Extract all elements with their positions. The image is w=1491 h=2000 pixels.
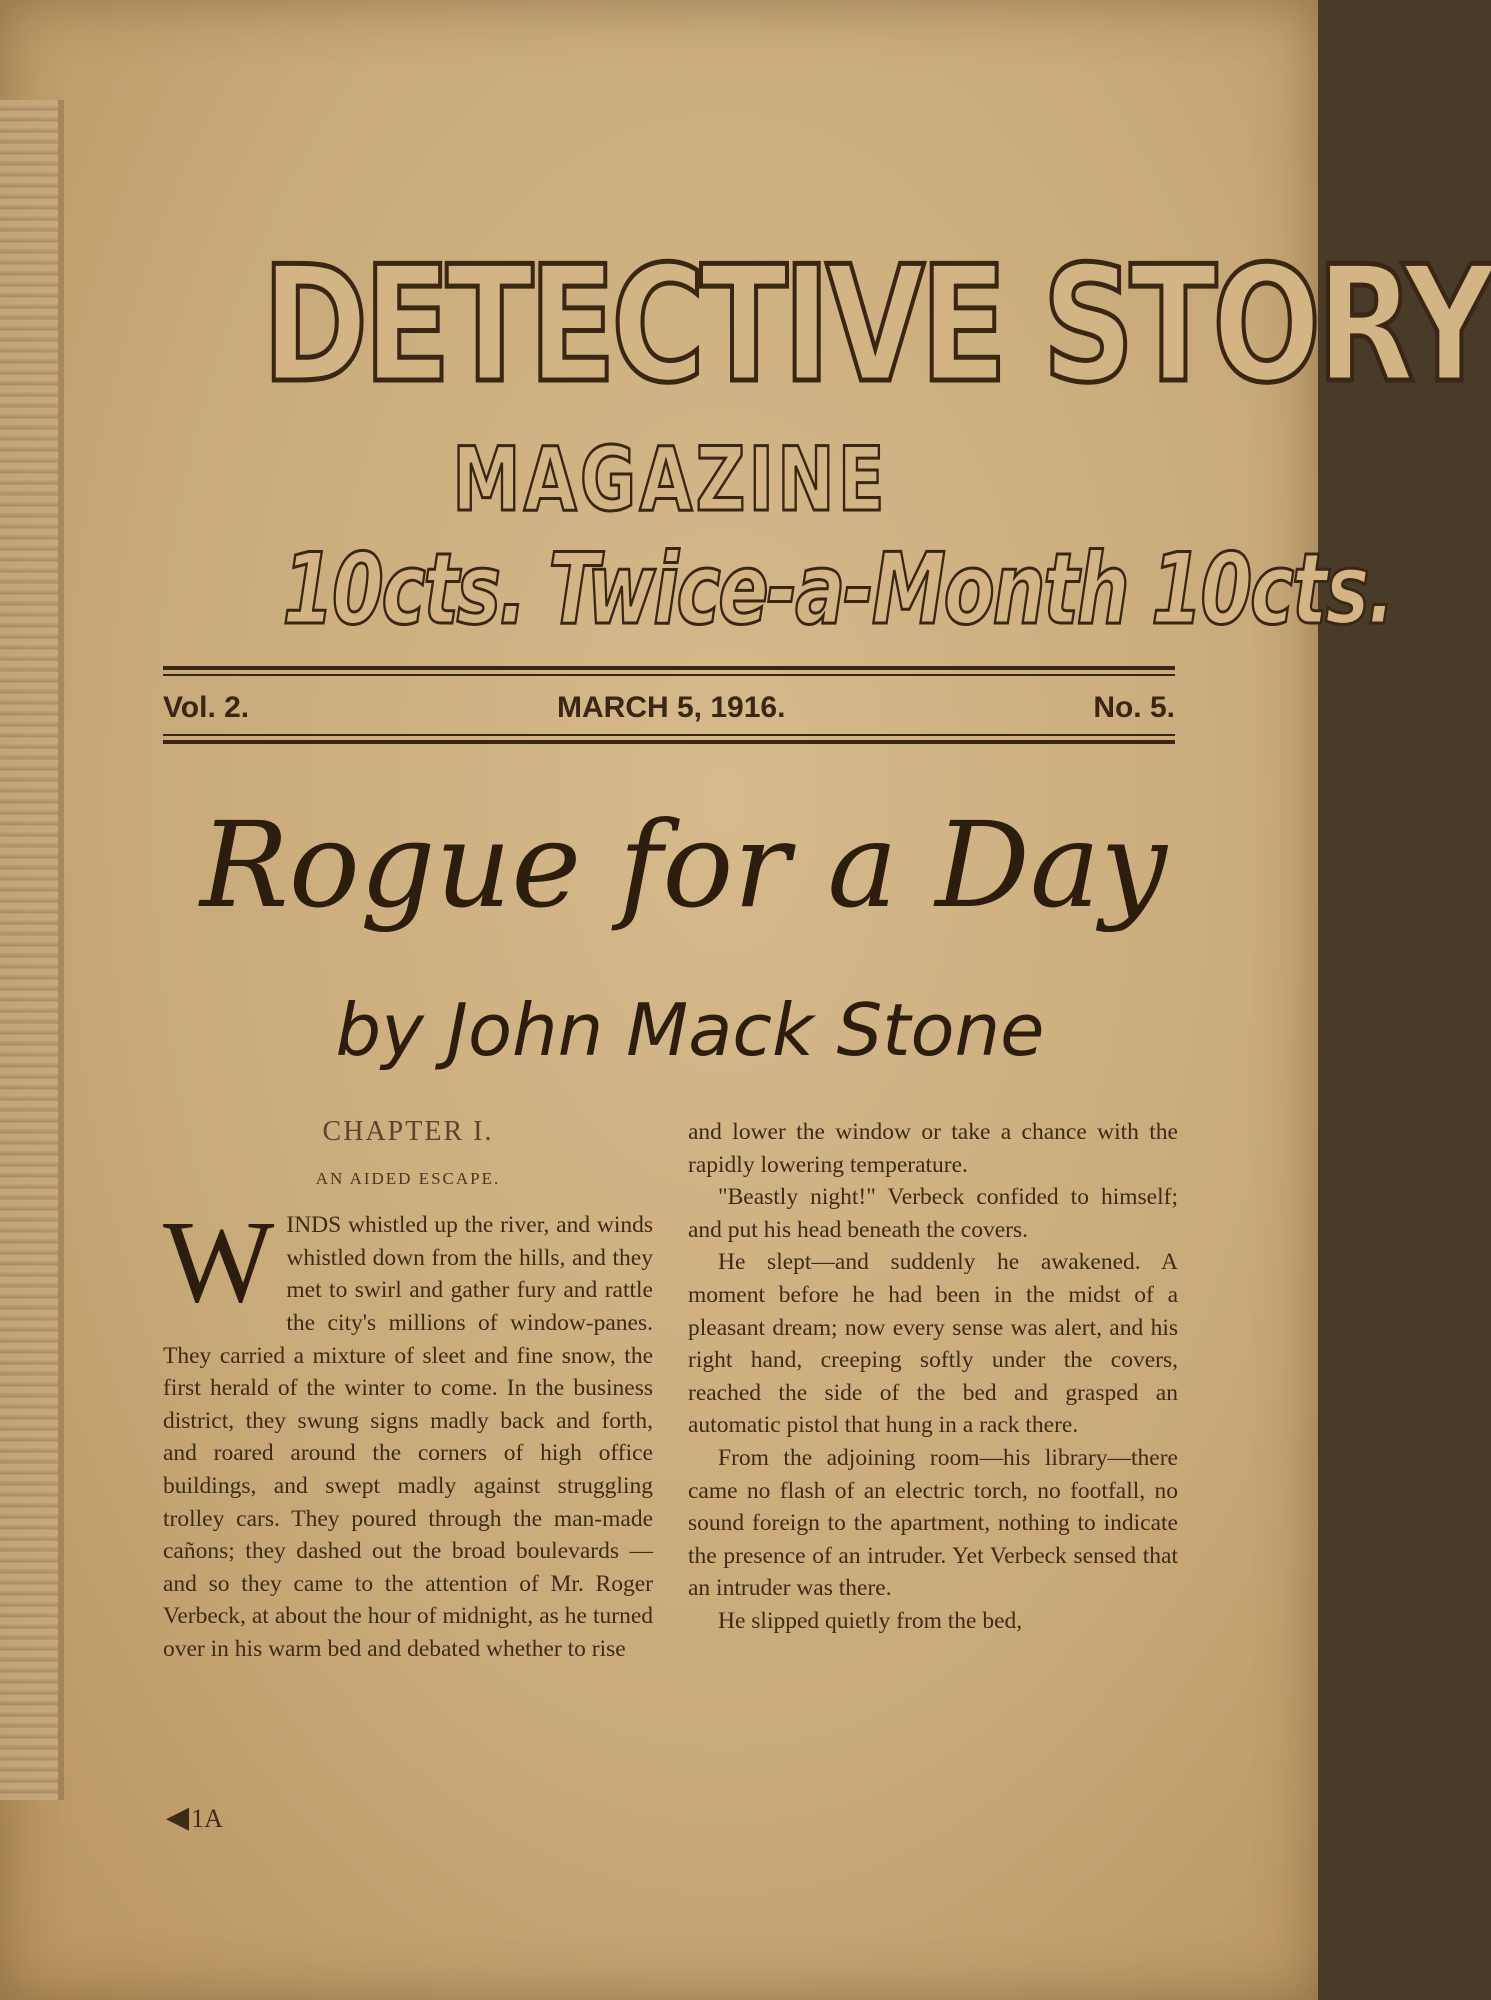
left-column bbox=[163, 1116, 653, 1666]
paragraph: He slept—and suddenly he awakened. A moment before he had been in the midst of a pleasant dream; now every sense was alert, and his right hand, creeping softly under the covers, reached the side of the bed and grasped an automatic pistol that hung in a rack there. bbox=[688, 1249, 1178, 1439]
signature-label: 1A bbox=[191, 1804, 223, 1833]
volume-label: Vol. 2. bbox=[163, 691, 250, 724]
chapter-subheading: AN AIDED ESCAPE. bbox=[315, 1168, 501, 1188]
story-byline: by John Mack Stone bbox=[335, 988, 1045, 1072]
bottom-rule bbox=[163, 740, 1175, 744]
binding-edge bbox=[58, 100, 64, 1800]
magazine-title: DETECTIVE STORY bbox=[262, 231, 1491, 418]
paragraph bbox=[163, 1196, 653, 1665]
chapter-heading: CHAPTER I. bbox=[322, 1116, 494, 1147]
issue-date: MARCH 5, 1916. bbox=[557, 691, 786, 724]
top-rule bbox=[163, 666, 1175, 670]
paragraph: and lower the window or take a chance with the rapidly lowering temperature. bbox=[688, 1119, 1178, 1178]
pointer-icon: ◀ bbox=[166, 1801, 190, 1834]
top-rule-thin bbox=[163, 674, 1175, 676]
issue-number: No. 5. bbox=[1093, 691, 1175, 724]
signature-mark bbox=[166, 1800, 223, 1835]
paragraph-text: INDS whistled up the river, and winds whistled down from the hills, and they met to swirl and gather fury and rattle the city's millions of window-panes. They carried a mixture of sleet and fine snow, the first herald of the winter to come. In the business district, they swung signs madly back and forth, and roared around the corners of high office buildings, and swept madly against struggling trolley cars. They poured through the man-made cañons; they dashed out the broad boulevards —and so they came to the attention of Mr. Roger Verbeck, at about the hour of midnight, as he turned over in his warm bed and debated whether to rise bbox=[163, 1212, 653, 1662]
issue-line bbox=[163, 686, 1175, 730]
price-line: 10cts. Twice-a-Month 10cts. bbox=[282, 533, 1394, 647]
bottom-rule-thin bbox=[163, 734, 1175, 736]
drop-cap: W bbox=[163, 1196, 275, 1328]
right-column bbox=[688, 1116, 1178, 1638]
paragraph: From the adjoining room—his library—there came no flash of an electric torch, no footfall, no sound foreign to the apartment, nothing to indicate the presence of an intruder. Yet Verbeck sensed that an intruder was there. bbox=[688, 1444, 1178, 1602]
binding-cloth bbox=[0, 100, 58, 1800]
paragraph: He slipped quietly from the bed, bbox=[718, 1607, 1023, 1634]
paragraph: "Beastly night!" Verbeck confided to himself; and put his head beneath the covers. bbox=[688, 1184, 1178, 1243]
masthead bbox=[160, 220, 1491, 647]
magazine-subtitle: MAGAZINE bbox=[452, 428, 888, 531]
story-title: Rogue for a Day bbox=[200, 796, 1167, 934]
